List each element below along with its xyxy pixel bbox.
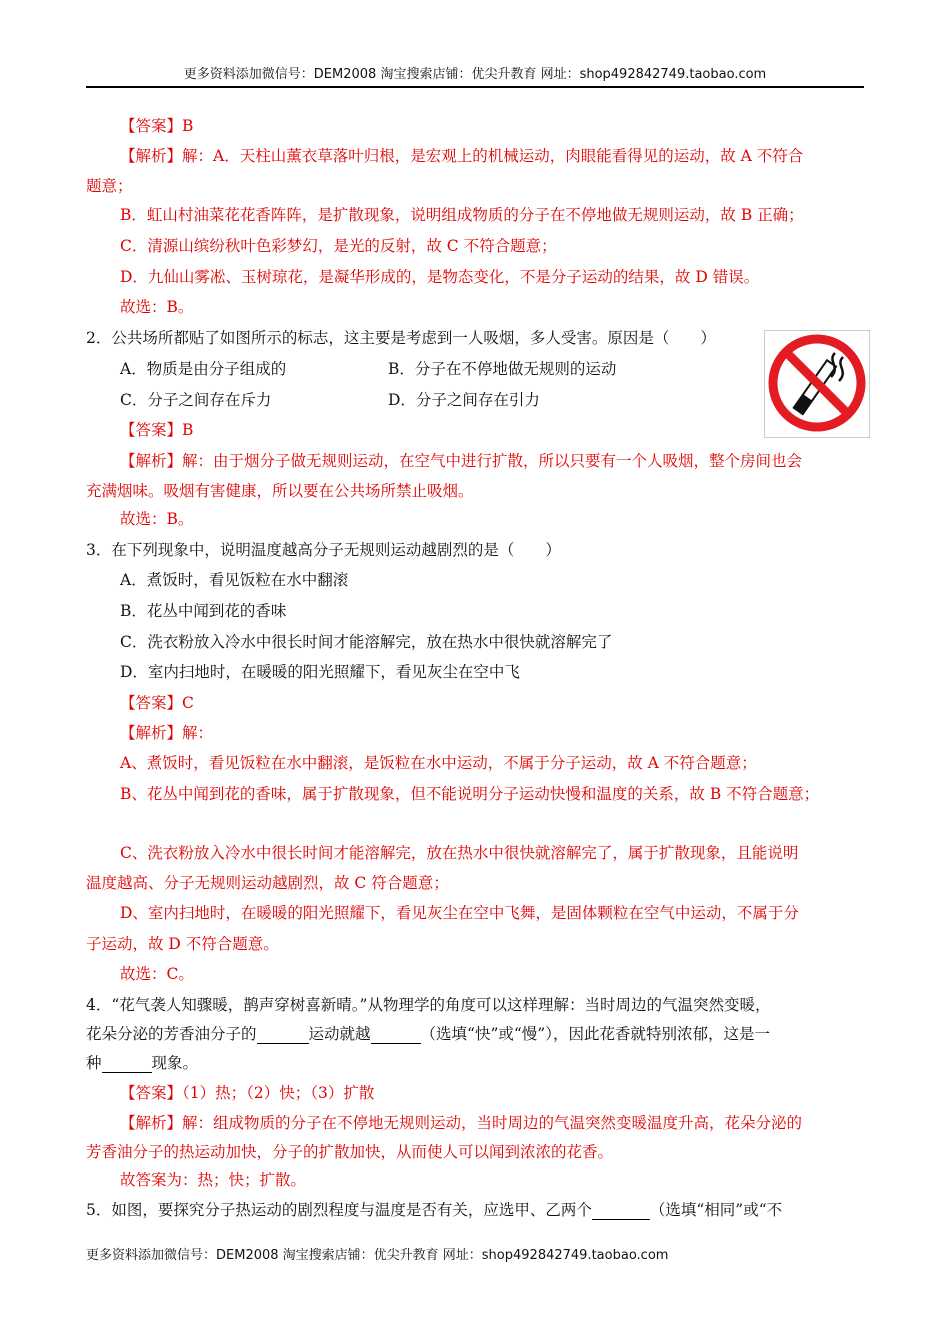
q3-stem: 3．在下列现象中，说明温度越高分子无规则运动越剧烈的是（ ） (86, 541, 561, 559)
q2-analysis-line2: 充满烟味。吸烟有害健康，所以要在公共场所禁止吸烟。 (86, 482, 474, 500)
q4-stem-2a: 花朵分泌的芳香油分子的 (86, 1025, 257, 1043)
q5-stem (86, 1200, 782, 1220)
q5-blank-1[interactable] (592, 1203, 650, 1220)
q4-answer: 【答案】（1）热；（2）快；（3）扩散 (120, 1084, 375, 1102)
q4-stem-line1: 4．“花气袭人知骤暖，鹊声穿树喜新晴。”从物理学的角度可以这样理解：当时周边的气温突然变暖， (86, 996, 771, 1014)
q2-option-c: C．分子之间存在斥力 (120, 391, 272, 409)
q2-stem: 2．公共场所都贴了如图所示的标志，这主要是考虑到一人吸烟，多人受害。原因是（ ） (86, 329, 716, 347)
q4-analysis-line1: 【解析】解：组成物质的分子在不停地无规则运动，当时周边的气温突然变暖温度升高，花朵分泌的 (120, 1114, 803, 1132)
q4-stem-line2 (86, 1024, 770, 1044)
q1-analysis-line2: B．虹山村油菜花花香阵阵，是扩散现象，说明组成物质的分子在不停地做无规则运动，故 B 正确； (120, 206, 804, 224)
page-footer: 更多资料添加微信号：DEM2008 淘宝搜索店铺：优尖升教育 网址：shop492842749.taobao.com (86, 1248, 669, 1263)
q3-option-a: A．煮饭时，看见饭粒在水中翻滚 (120, 571, 349, 589)
q5-stem-b: （选填“相同”或“不 (649, 1201, 783, 1219)
q4-choose: 故答案为：热；快；扩散。 (120, 1171, 307, 1189)
q3-option-b: B．花丛中闻到花的香味 (120, 602, 287, 620)
q1-choose: 故选：B。 (120, 298, 194, 316)
q1-analysis-line1b: 题意； (86, 177, 133, 195)
q4-stem-2c: （选填“快”或“慢”），因此花香就特别浓郁，这是一 (420, 1025, 770, 1043)
q4-blank-2[interactable] (371, 1027, 421, 1044)
q4-analysis-line2: 芳香油分子的热运动加快，分子的扩散加快，从而使人可以闻到浓浓的花香。 (86, 1143, 614, 1161)
q4-stem-line3 (86, 1053, 198, 1073)
q3-choose: 故选：C。 (120, 965, 194, 983)
q1-analysis-line4: D．九仙山雾凇、玉树琼花，是凝华形成的，是物态变化，不是分子运动的结果，故 D 错误。 (120, 268, 760, 286)
no-smoking-sign-icon (764, 330, 870, 438)
q2-option-d: D．分子之间存在引力 (388, 391, 540, 409)
q3-analysis-c2: 温度越高、分子无规则运动越剧烈，故 C 符合题意； (86, 874, 449, 892)
q3-option-c: C．洗衣粉放入冷水中很长时间才能溶解完，放在热水中很快就溶解完了 (120, 633, 613, 651)
q4-stem-3a: 种 (86, 1054, 102, 1072)
q3-analysis-b: B、花丛中闻到花的香味，属于扩散现象，但不能说明分子运动快慢和温度的关系，故 B 不符合题意； (120, 785, 820, 803)
q3-analysis-c1: C、洗衣粉放入冷水中很长时间才能溶解完，放在热水中很快就溶解完了，属于扩散现象，且能说明 (120, 844, 799, 862)
q2-choose: 故选：B。 (120, 510, 194, 528)
q5-stem-a: 5．如图，要探究分子热运动的剧烈程度与温度是否有关，应选甲、乙两个 (86, 1201, 592, 1219)
q3-option-d: D．室内扫地时，在暖暖的阳光照耀下，看见灰尘在空中飞 (120, 663, 520, 681)
q1-answer: 【答案】B (120, 117, 194, 135)
q2-option-a: A．物质是由分子组成的 (120, 360, 287, 378)
q2-answer: 【答案】B (120, 421, 194, 439)
q4-stem-2b: 运动就越 (308, 1025, 371, 1043)
q3-analysis-intro: 【解析】解： (120, 724, 214, 742)
q1-analysis-line1: 【解析】解：A．天柱山薰衣草落叶归根，是宏观上的机械运动，肉眼能看得见的运动，故 A 不符合 (120, 147, 804, 165)
q4-blank-3[interactable] (102, 1056, 152, 1073)
q3-analysis-d2: 子运动，故 D 不符合题意。 (86, 935, 279, 953)
q2-analysis-line1: 【解析】解：由于烟分子做无规则运动，在空气中进行扩散，所以只要有一个人吸烟，整个房间也会 (120, 452, 803, 470)
q3-answer: 【答案】C (120, 694, 194, 712)
q1-analysis-line3: C．清源山缤纷秋叶色彩梦幻，是光的反射，故 C 不符合题意； (120, 237, 557, 255)
q4-stem-3b: 现象。 (151, 1054, 199, 1072)
q2-option-b: B．分子在不停地做无规则的运动 (388, 360, 617, 378)
q3-analysis-a: A、煮饭时，看见饭粒在水中翻滚，是饭粒在水中运动，不属于分子运动，故 A 不符合题意； (120, 754, 757, 772)
q3-analysis-d1: D、室内扫地时，在暖暖的阳光照耀下，看见灰尘在空中飞舞，是固体颗粒在空气中运动，不属于分 (120, 904, 799, 922)
page-header: 更多资料添加微信号：DEM2008 淘宝搜索店铺：优尖升教育 网址：shop492842749.taobao.com (86, 64, 864, 88)
q4-blank-1[interactable] (257, 1027, 309, 1044)
